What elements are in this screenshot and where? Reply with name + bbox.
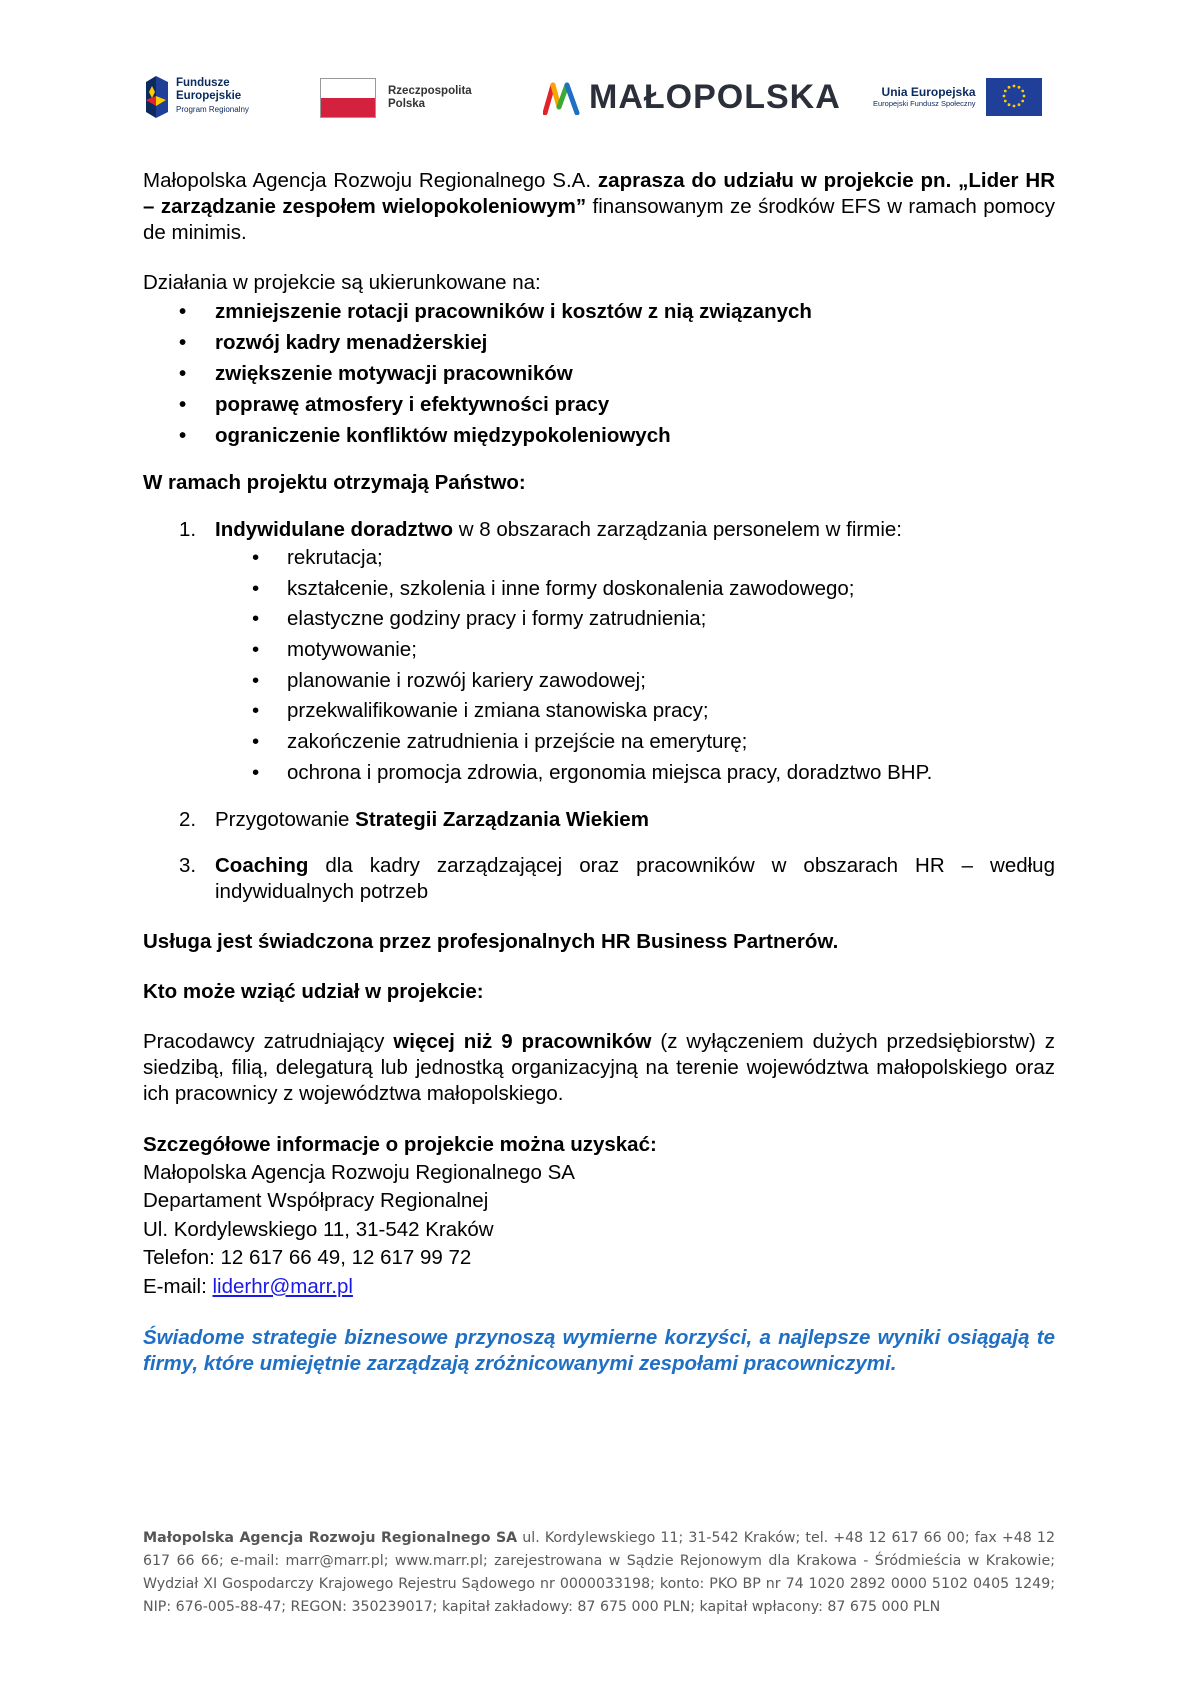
rp-logo-text <box>388 85 472 111</box>
item-1-rest: w 8 obszarach zarządzania personelem w firmie: <box>453 518 902 541</box>
hr-areas-list <box>143 543 1055 789</box>
actions-item: • rozwój kadry menadżerskiej <box>143 327 1055 358</box>
service-statement: Usługa jest świadczona przez profesjonalnych HR Business Partnerów. <box>143 929 839 953</box>
actions-list <box>143 296 1055 451</box>
item-number: 2. <box>179 807 197 831</box>
hr-area-item: • ochrona i promocja zdrowia, ergonomia miejsca pracy, doradztwo BHP. <box>143 758 1055 789</box>
fe-line3: Program Regionalny <box>176 104 249 114</box>
footer <box>143 1527 1055 1619</box>
contact-block <box>143 1131 1055 1301</box>
ue-logo-text <box>873 85 976 109</box>
item-2-pre: Przygotowanie <box>215 807 356 831</box>
actions-item: • poprawę atmosfery i efektywności pracy <box>143 389 1055 420</box>
item-1-bold: Indywidulane doradztwo <box>215 518 454 541</box>
fundusze-europejskie-logo <box>142 72 249 120</box>
intro-paragraph <box>143 168 1055 246</box>
fe-line1: Fundusze <box>176 76 230 89</box>
hr-area-item: • planowanie i rozwój kariery zawodowej; <box>143 666 1055 697</box>
actions-item: • ograniczenie konfliktów międzypokoleniowych <box>143 420 1055 451</box>
contact-department: Departament Współpracy Regionalnej <box>143 1189 489 1213</box>
who-text-1: Pracodawcy zatrudniający <box>143 1029 394 1053</box>
rp-line1: Rzeczpospolita <box>388 85 472 97</box>
hr-area-item: • motywowanie; <box>143 635 1055 666</box>
actions-item: • zwiększenie motywacji pracowników <box>143 358 1055 389</box>
contact-heading: Szczegółowe informacje o projekcie można uzyskać: <box>143 1132 657 1156</box>
item-3-bold: Coaching <box>215 853 309 877</box>
contact-phone: Telefon: 12 617 66 49, 12 617 99 72 <box>143 1246 472 1270</box>
receive-item-1 <box>143 517 1055 543</box>
document-body <box>143 168 1055 1377</box>
footer-details: ul. Kordylewskiego 11; 31-542 Kraków; tel. +48 12 617 66 00; fax +48 12 617 66 66; e-mail: marr@marr.pl; www.marr.pl; zarejestrowana w Sądzie Rejonowym dla Krakowa - Śródmieścia w Krakowie; Wydział XI Gospodarczy Krajowego Rejestru Sądowego nr 0000033198; konto: PKO BP nr 74 1020 2892 0000 5102 0405 1249; NIP: 676-005-88-47; REGON: 350239017; kapitał zakładowy: 87 675 000 PLN; kapitał wpłacony: 87 675 000 PLN <box>143 1530 1055 1615</box>
intro-project-name: zaprasza do udziału w projekcie pn. „Lider HR – zarządzanie zespołem wielopokoleniowym” <box>143 169 1056 218</box>
receive-heading: W ramach projektu otrzymają Państwo: <box>143 471 526 494</box>
fe-line2: Europejskie <box>176 89 242 102</box>
intro-text-1: Małopolska Agencja Rozwoju Regionalnego S.A. <box>143 169 598 192</box>
actions-heading: Działania w projekcie są ukierunkowane na: <box>143 271 541 294</box>
receive-item-3 <box>143 853 1055 905</box>
actions-item: • zmniejszenie rotacji pracowników i kosztów z nią związanych <box>143 296 1055 327</box>
email-label: E-mail: <box>143 1274 213 1298</box>
hr-area-item: • kształcenie, szkolenia i inne formy doskonalenia zawodowego; <box>143 574 1055 605</box>
slogan: Świadome strategie biznesowe przynoszą wymierne korzyści, a najlepsze wyniki osiągają te firmy, które umiejętnie zarządzają zróżnicowanymi zespołami pracowniczymi. <box>143 1325 1055 1375</box>
rp-line2: Polska <box>388 98 426 110</box>
item-number: 3. <box>179 853 197 877</box>
receive-item-2 <box>143 807 1055 833</box>
fe-star-icon <box>142 72 168 120</box>
unia-europejska-logo <box>873 78 1042 116</box>
contact-email-line <box>143 1273 1055 1301</box>
email-link[interactable]: liderhr@marr.pl <box>212 1274 353 1298</box>
ue-line1: Unia Europejska <box>881 85 976 99</box>
eu-flag-icon <box>986 78 1042 116</box>
hr-area-item: • elastyczne godziny pracy i formy zatrudnienia; <box>143 604 1055 635</box>
ue-line2: Europejski Fundusz Społeczny <box>873 99 976 108</box>
fe-logo-text <box>176 77 249 116</box>
polish-flag-icon <box>320 78 376 118</box>
malopolska-wordmark: MAŁOPOLSKA <box>589 78 841 116</box>
malopolska-logo <box>543 78 841 117</box>
item-number: 1. <box>179 518 197 541</box>
who-text-2: (z wyłączeniem dużych przedsiębiorstw) z siedzibą, filią, delegaturą lub jednostką organizacyjną na terenie województwa małopolskiego oraz ich pracownicy z województwa małopolskiego. <box>143 1029 1055 1105</box>
contact-org: Małopolska Agencja Rozwoju Regionalnego SA <box>143 1160 575 1184</box>
who-heading: Kto może wziąć udział w projekcie: <box>143 979 484 1003</box>
who-paragraph <box>143 1029 1055 1107</box>
hr-area-item: • zakończenie zatrudnienia i przejście na emeryturę; <box>143 727 1055 758</box>
rzeczpospolita-logo <box>320 78 472 118</box>
malopolska-m-icon <box>543 81 581 115</box>
logo-bar <box>0 72 1191 132</box>
contact-address: Ul. Kordylewskiego 11, 31-542 Kraków <box>143 1217 494 1241</box>
hr-area-item: • rekrutacja; <box>143 543 1055 574</box>
hr-area-item: • przekwalifikowanie i zmiana stanowiska pracy; <box>143 696 1055 727</box>
item-3-rest: dla kadry zarządzającej oraz pracowników w obszarach HR – według indywidualnych potrzeb <box>215 853 1055 903</box>
intro-text-2: finansowanym ze środków EFS w ramach pomocy de minimis. <box>143 195 1056 244</box>
who-employee-count: więcej niż 9 pracowników <box>393 1029 652 1053</box>
footer-org-name: Małopolska Agencja Rozwoju Regionalnego SA <box>143 1530 518 1546</box>
item-2-bold: Strategii Zarządzania Wiekiem <box>355 807 649 831</box>
